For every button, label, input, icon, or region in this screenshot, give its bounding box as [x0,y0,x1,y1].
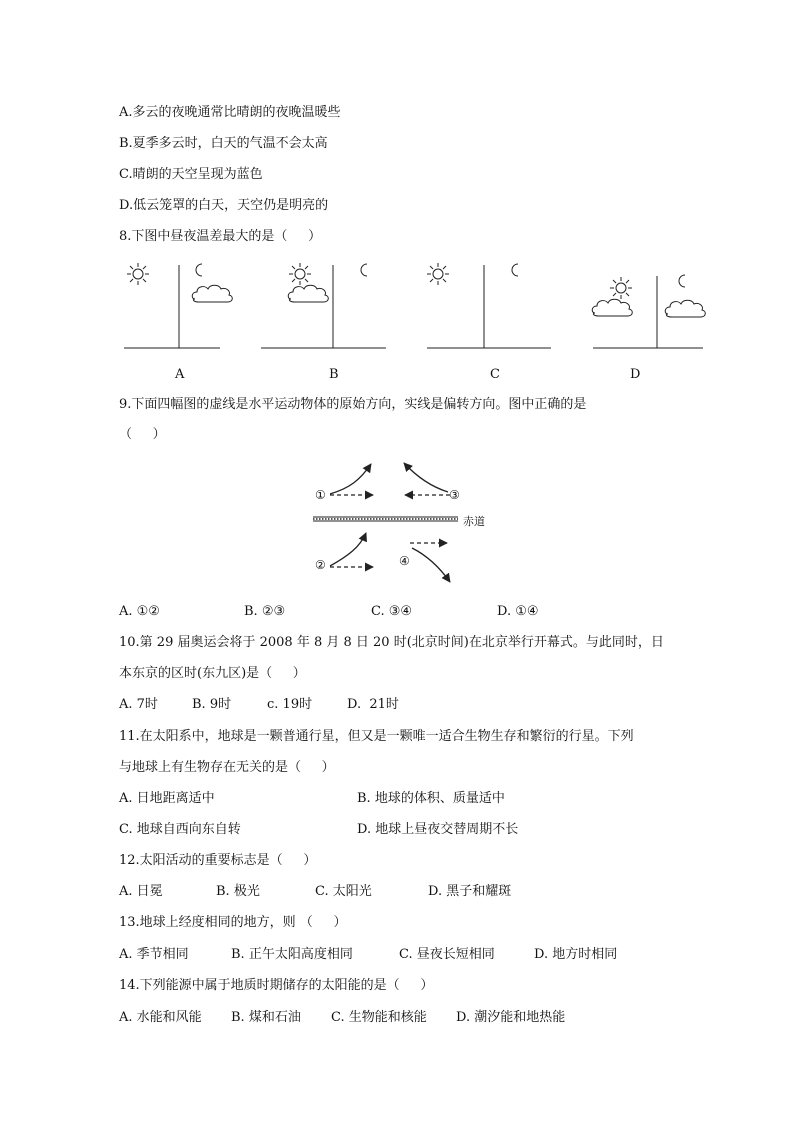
q10-option-a: A. 7时 [119,697,158,712]
q11-option-a: A. 日地距离适中 [119,791,215,806]
q8-label-c: C [490,367,500,382]
q12-stem: 12.太阳活动的重要标志是（ ） [119,853,317,868]
q11-stem-line2: 与地球上有生物存在无关的是（ ） [119,760,335,775]
q9-option-b: B. ②③ [244,604,286,619]
q8-label-a: A [175,367,185,382]
q12-option-c: C. 太阳光 [315,884,372,899]
q12-option-b: B. 极光 [216,884,260,899]
q7-option-d: D.低云笼罩的白天，天空仍是明亮的 [119,198,329,213]
q9-arrow-4 [410,543,450,582]
q9-arrow-1 [330,464,373,495]
q10-option-c: c. 19时 [267,697,313,712]
q11-option-b: B. 地球的体积、质量适中 [357,791,505,806]
q13-option-b: B. 正午太阳高度相同 [231,947,353,962]
q8-label-d: D [630,367,641,382]
q7-option-a: A.多云的夜晚通常比晴朗的夜晚温暖些 [119,105,341,120]
q8-stem: 8.下图中昼夜温差最大的是（ ） [119,229,322,244]
q14-stem: 14.下列能源中属于地质时期储存的太阳能的是（ ） [119,978,434,993]
q9-arrow-2 [330,533,373,567]
q10-option-b: B. 9时 [192,697,232,712]
q14-option-b: B. 煤和石油 [231,1010,301,1025]
q12-option-d: D. 黑子和耀斑 [428,884,512,899]
q11-stem-line1: 11.在太阳系中，地球是一颗普通行星，但又是一颗唯一适合生物生存和繁衍的行星。下列 [119,729,634,744]
q7-option-c: C.晴朗的天空呈现为蓝色 [119,167,263,182]
q8-label-b: B [329,367,339,382]
q14-option-c: C. 生物能和核能 [331,1010,427,1025]
q9-marker-1: ① [315,488,326,502]
q9-stem-line1: 9.下面四幅图的虚线是水平运动物体的原始方向，实线是偏转方向。图中正确的是 [119,397,587,412]
q13-option-d: D. 地方时相同 [534,947,618,962]
q12-option-a: A. 日冕 [119,884,163,899]
q9-option-c: C. ③④ [371,604,413,619]
q11-option-c: C. 地球自西向东自转 [119,822,241,837]
q9-arrow-3 [404,463,450,495]
q14-option-d: D. 潮汐能和地热能 [456,1010,566,1025]
q13-option-c: C. 昼夜长短相同 [399,947,495,962]
q9-marker-2: ② [315,558,326,572]
q9-option-a: A. ①② [119,604,160,619]
q10-stem-line2: 本东京的区时(东九区)是（ ） [119,666,306,681]
q13-stem: 13.地球上经度相同的地方，则 （ ） [119,915,347,930]
q11-option-d: D. 地球上昼夜交替周期不长 [357,822,519,837]
q9-stem-line2: （ ） [119,427,166,442]
q10-option-d: D. 21时 [347,697,399,712]
q14-option-a: A. 水能和风能 [119,1010,202,1025]
q7-option-b: B.夏季多云时，白天的气温不会太高 [119,136,328,151]
q10-stem-line1: 10.第 29 届奥运会将于 2008 年 8 月 8 日 20 时(北京时间)在北京举行开幕式。与此同时，日 [119,635,664,650]
q9-marker-4: ④ [399,554,410,568]
q9-equator-label: 赤道 [463,515,485,528]
q13-option-a: A. 季节相同 [119,947,189,962]
q9-marker-3: ③ [449,488,460,502]
q9-option-d: D. ①④ [497,604,539,619]
